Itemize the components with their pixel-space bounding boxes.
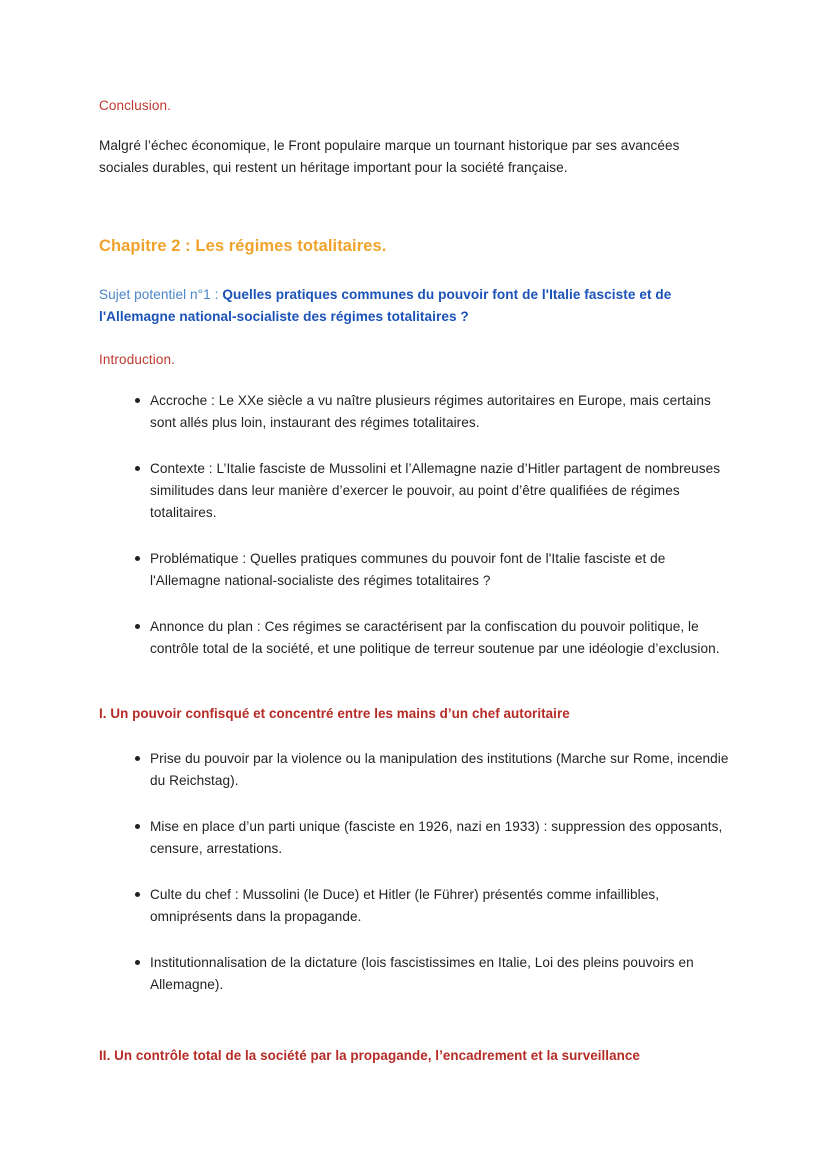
part-one-bullet-list (99, 748, 729, 996)
subject-line (99, 284, 729, 328)
conclusion-label: Conclusion. (99, 98, 172, 113)
bullet-disc-icon (135, 960, 140, 965)
bullet-disc-icon (135, 624, 140, 629)
list-item-text: Accroche : Le XXe siècle a vu naître plusieurs régimes autoritaires en Europe, mais certains sont allés plus loin, instaurant des régimes totalitaires. (150, 392, 711, 430)
bullet-disc-icon (135, 892, 140, 897)
introduction-bullet-list (99, 390, 729, 660)
spacer (99, 724, 729, 748)
list-item-text: Culte du chef : Mussolini (le Duce) et Hitler (le Führer) présentés comme infaillibles, omniprésents dans la propagande. (150, 886, 660, 924)
subject-question-text: Quelles pratiques communes du pouvoir font de l'Italie fasciste et de l'Allemagne national-socialiste des régimes totalitaires ? (99, 287, 672, 325)
list-item-text: Mise en place d’un parti unique (fasciste en 1926, nazi en 1933) : suppression des opposants, censure, arrestations. (150, 818, 723, 856)
part-one-heading: I. Un pouvoir confisqué et concentré entre les mains d’un chef autoritaire (99, 705, 570, 721)
list-item-text: Prise du pouvoir par la violence ou la manipulation des institutions (Marche sur Rome, incendie du Reichstag). (150, 750, 729, 788)
bullet-disc-icon (135, 556, 140, 561)
spacer (99, 258, 729, 284)
list-item (99, 390, 729, 434)
list-item (99, 952, 729, 996)
bullet-disc-icon (135, 756, 140, 761)
list-item (99, 816, 729, 860)
list-item-text: Contexte : L’Italie fasciste de Mussolini et l’Allemagne nazie d’Hitler partagent de nombreuses similitudes dans leur manière d’exercer le pouvoir, au point d’être qualifiées de régimes totalitaires. (150, 460, 721, 520)
spacer (99, 996, 729, 1046)
bullet-disc-icon (135, 824, 140, 829)
list-item (99, 884, 729, 928)
list-item (99, 548, 729, 592)
list-item-text: Institutionnalisation de la dictature (lois fascistissimes en Italie, Loi des pleins pouvoirs en Allemagne). (150, 955, 694, 993)
list-item (99, 458, 729, 524)
spacer (99, 179, 729, 235)
spacer (99, 328, 729, 350)
list-item (99, 748, 729, 792)
bullet-disc-icon (135, 466, 140, 471)
list-item-text: Annonce du plan : Ces régimes se caractérisent par la confiscation du pouvoir politique, le contrôle total de la société, et une politique de terreur soutenue par une idéologie d’exclusion. (150, 618, 720, 656)
subject-lead-label: Sujet potentiel n°1 : (99, 287, 223, 303)
spacer (99, 660, 729, 704)
bullet-disc-icon (135, 398, 140, 403)
introduction-label: Introduction. (99, 352, 176, 368)
conclusion-paragraph: Malgré l’échec économique, le Front populaire marque un tournant historique par ses avancées sociales durables, qui restent un héritage important pour la société française. (99, 138, 680, 176)
chapter-title: Chapitre 2 : Les régimes totalitaires. (99, 237, 387, 256)
list-item-text: Problématique : Quelles pratiques communes du pouvoir font de l'Italie fasciste et de l'Allemagne national-socialiste des régimes totalitaires ? (150, 550, 666, 588)
document-body (99, 96, 729, 1066)
part-two-heading: II. Un contrôle total de la société par la propagande, l’encadrement et la surveillance (99, 1048, 640, 1064)
list-item (99, 616, 729, 660)
